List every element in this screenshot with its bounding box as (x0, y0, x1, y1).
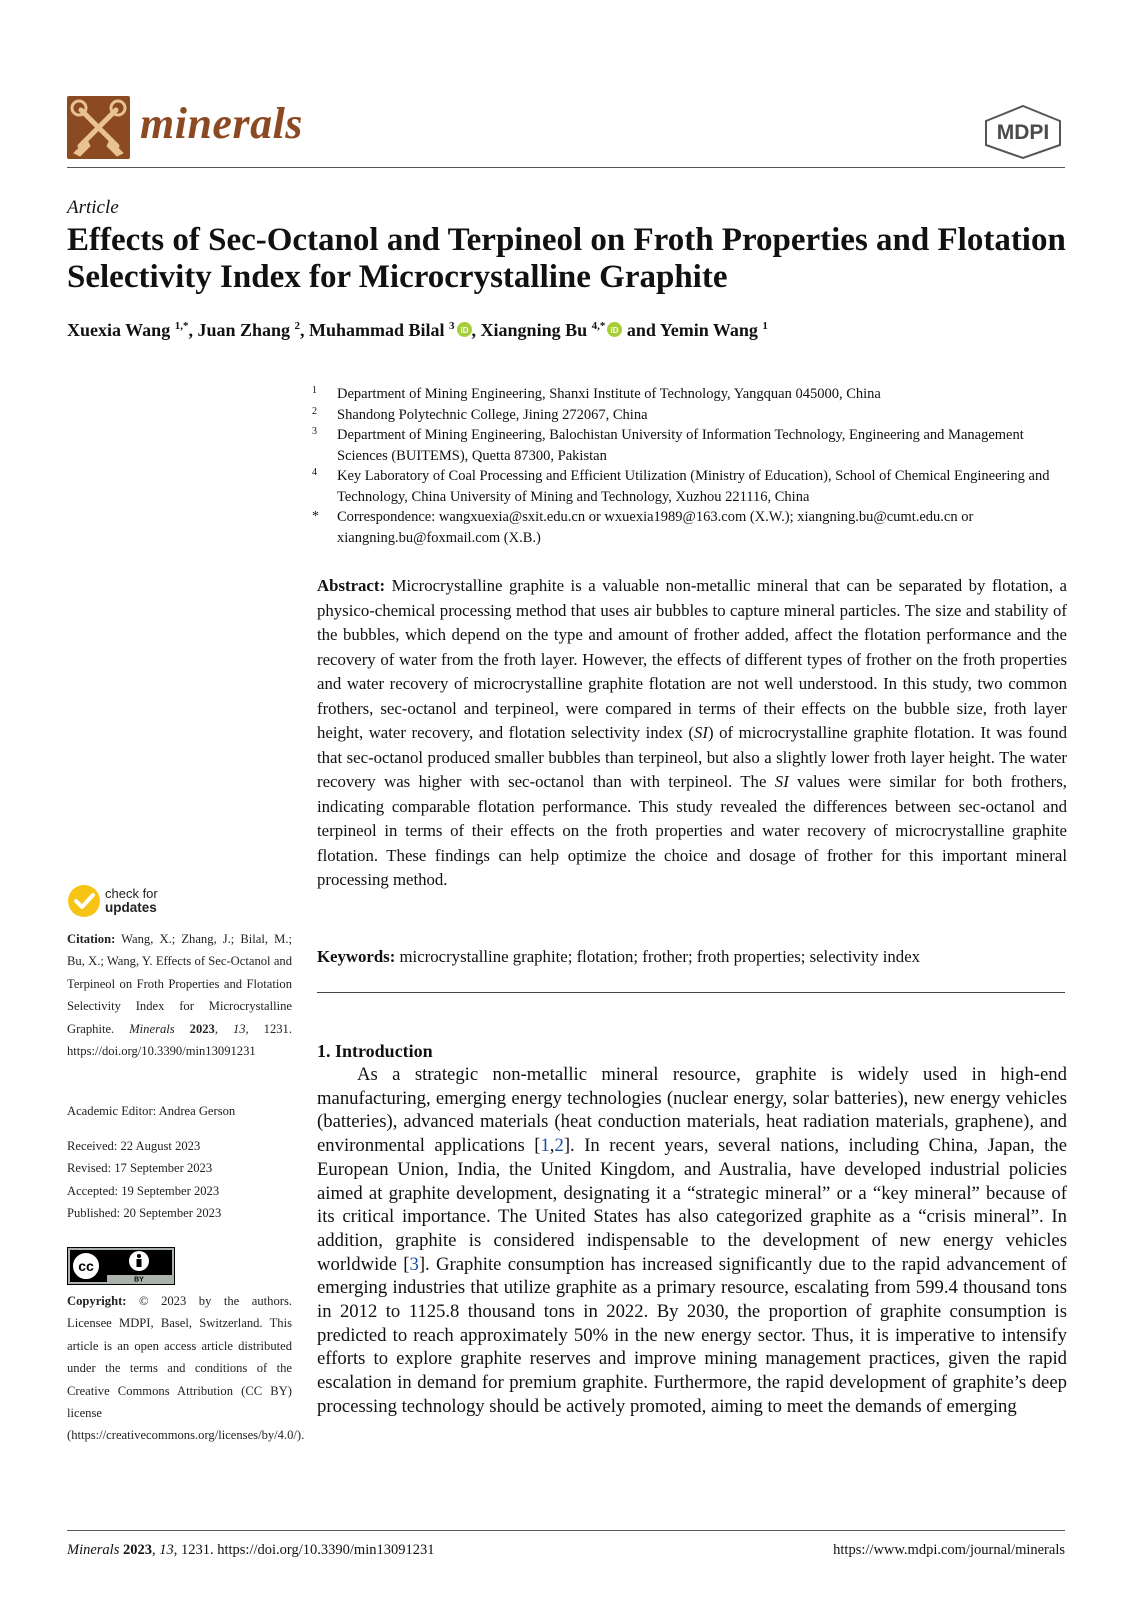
citation-label: Citation: (67, 932, 116, 946)
reference-link[interactable]: 1 (540, 1135, 550, 1157)
citation-volume: 13 (232, 1021, 246, 1036)
mdpi-logo-text: MDPI (996, 121, 1050, 144)
introduction-paragraph (317, 1063, 1067, 1419)
author-affiliation-marker: 4,* (591, 320, 606, 332)
journal-logo-icon (67, 96, 130, 159)
footer-citation: Minerals 2023, 13, 1231. https://doi.org/10.3390/min13091231 (67, 1542, 435, 1558)
keywords (317, 945, 1067, 969)
article-title: Effects of Sec-Octanol and Terpineol on Froth Properties and Flotation Selectivity Index for Microcrystalline Graphite (67, 222, 1066, 295)
affiliation-item (312, 405, 1072, 426)
date-received: Received: 22 August 2023 (67, 1139, 201, 1153)
affiliation-number: 1 (312, 385, 317, 396)
author-separator: , (471, 320, 481, 340)
cc-by-text: BY (134, 1276, 144, 1284)
affiliation-item (312, 384, 1072, 405)
check-icon (67, 884, 101, 918)
footer-doi[interactable]: , 1231. https://doi.org/10.3390/min13091231 (173, 1542, 435, 1558)
author-separator: , (188, 320, 198, 340)
citation-year: 2023 (189, 1021, 215, 1036)
author-affiliation-marker: 1 (762, 320, 768, 332)
publication-dates (67, 1135, 292, 1225)
footer-year: 2023 (122, 1542, 152, 1558)
abstract-text: values were similar for both frothers, indicating comparable flotation performance. This study revealed the differences between sec-octanol and terpineol in terms of their effects on the froth properties and water recovery of microcrystalline graphite flotation. These findings can help optimize the choice and dosage of frother for this important mineral processing method. (317, 772, 1068, 889)
affiliation-number: 3 (312, 426, 317, 437)
orcid-icon[interactable] (607, 322, 622, 337)
author-affiliation-marker: 3 (449, 320, 455, 332)
author-separator: , (300, 320, 310, 340)
date-accepted: Accepted: 19 September 2023 (67, 1183, 220, 1198)
author-name[interactable]: Xuexia Wang (67, 320, 171, 340)
abstract-si: SI (694, 723, 708, 742)
journal-name: minerals (140, 99, 303, 148)
article-type: Article (67, 197, 119, 218)
copyright-text: © 2023 by the authors. Licensee MDPI, Basel, Switzerland. This article is an open access article distributed under the terms and conditions of the Creative Commons Attribution (CC BY) license (https://creativecommons.org/licenses/by/4.0/). (67, 1294, 305, 1443)
affiliations (312, 384, 1072, 548)
copyright-block (67, 1290, 305, 1447)
academic-editor: Academic Editor: Andrea Gerson (67, 1104, 236, 1118)
svg-text:iD: iD (460, 326, 469, 335)
copyright-label: Copyright: (67, 1294, 127, 1308)
author-name[interactable]: Muhammad Bilal (309, 320, 445, 340)
abstract-si: SI (774, 772, 789, 791)
footer-volume: 13 (159, 1542, 174, 1558)
footer-rule (67, 1530, 1065, 1531)
reference-link[interactable]: 2 (554, 1135, 564, 1157)
intro-text: ]. Graphite consumption has increased significantly due to the rapid advancement of emerging industries that utilize graphite as a primary resource, escalating from 599.4 thousand tons in 2012 to 1125.8 thousand tons in 2022. By 2030, the proportion of graphite consumption is predicted to reach approximately 50% in the new energy sector. Thus, it is imperative to intensify efforts to explore graphite reserves and improve mining management practices, given the rapid escalation in demand for premium graphite. Furthermore, the rapid development of graphite’s deep processing technology should be actively promoted, aiming to meet the demands of emerging (317, 1253, 1068, 1417)
author-list (67, 318, 768, 342)
cc-by-license-icon[interactable] (67, 1247, 175, 1285)
author-name[interactable]: Yemin Wang (659, 320, 758, 340)
author-name[interactable]: Xiangning Bu (480, 320, 588, 340)
intro-text: As a strategic non-metallic mineral resource, graphite is widely used in high-end manufacturing, emerging energy technologies (nuclear energy, solar batteries), new energy vehicles (batteries), advanced materials (heat conduction materials, heat radiation materials, graphene), and environmental applications [ (317, 1064, 1067, 1157)
abstract-text: Microcrystalline graphite is a valuable non-metallic mineral that can be separated by flotation, a physico-chemical processing method that uses air bubbles to capture mineral particles. The size and stability of the bubbles, which depend on the type and amount of frother added, affect the flotation performance and the recovery of water from the froth layer. However, the effects of different types of frother on the froth properties and water recovery of microcrystalline graphite flotation are not well understood. In this study, two common frothers, sec-octanol and terpineol, were compared in terms of their effects on the bubble size, froth layer height, water recovery, and flotation selectivity index ( (317, 576, 1067, 742)
affiliation-number: 2 (312, 405, 317, 417)
author-name[interactable]: Juan Zhang (197, 320, 291, 340)
author-separator: and (622, 320, 660, 340)
author-affiliation-marker: 2 (294, 320, 301, 332)
abstract-text: ) of microcrystalline graphite flotation. It was found that sec-octanol produced smaller bubbles than terpineol, but also a slightly lower froth layer height. The water recovery was higher with sec-octanol than with terpineol. The (317, 723, 1067, 791)
orcid-icon[interactable] (457, 322, 472, 337)
author-affiliation-marker: 1,* (174, 320, 189, 332)
footer-journal: Minerals (67, 1542, 120, 1558)
check-line-1: check for (105, 886, 158, 901)
date-published: Published: 20 September 2023 (67, 1206, 222, 1221)
affiliation-item (312, 466, 1072, 507)
check-for-updates-button[interactable] (67, 884, 158, 918)
svg-text:cc: cc (78, 1258, 94, 1274)
section-heading: 1. Introduction (317, 1041, 433, 1061)
affiliation-item (312, 425, 1072, 466)
citation-text: Wang, X.; Zhang, J.; Bilal, M.; Bu, X.; Wang, Y. Effects of Sec-Octanol and Terpineol on Froth Properties and Flotation Selectivity Index for Microcrystalline Graphite. (67, 932, 292, 1036)
abstract-label: Abstract: (317, 576, 386, 595)
svg-text:iD: iD (610, 326, 619, 335)
keywords-label: Keywords: (317, 947, 396, 966)
reference-link[interactable]: 3 (409, 1253, 419, 1275)
mdpi-logo[interactable] (982, 104, 1064, 165)
affiliation-text: Key Laboratory of Coal Processing and Efficient Utilization (Ministry of Education), School of Chemical Engineering and Technology, China University of Mining and Technology, Xuzhou 221116, China (337, 468, 1050, 505)
affiliation-number: 4 (312, 467, 317, 478)
citation-journal: Minerals (129, 1021, 175, 1036)
affiliation-text: Shandong Polytechnic College, Jining 272067, China (337, 406, 648, 423)
citation-block: Citation: Wang, X.; Zhang, J.; Bilal, M.; Bu, X.; Wang, Y. Effects of Sec-Octanol and Terpineol on Froth Properties and Flotation Selectivity Index for Microcrystalline Graphite. Minerals 2023, 13, 1231. https://doi.org/10.3390/min13091231 (67, 932, 292, 1059)
check-for-updates-label (105, 887, 158, 915)
header-rule (67, 167, 1065, 168)
citation-doi[interactable]: , 1231. https://doi.org/10.3390/min13091231 (67, 1021, 292, 1059)
date-revised: Revised: 17 September 2023 (67, 1161, 213, 1176)
intro-text: , (549, 1135, 555, 1157)
affiliation-item (312, 507, 1072, 548)
section-divider (317, 992, 1065, 993)
affiliation-text: Department of Mining Engineering, Shanxi Institute of Technology, Yangquan 045000, China (337, 386, 881, 402)
affiliation-number: * (312, 509, 319, 524)
affiliation-text: Department of Mining Engineering, Balochistan University of Information Technology, Engineering and Management Sciences (BUITEMS), Quetta 87300, Pakistan (337, 427, 1024, 464)
footer-journal-url[interactable]: https://www.mdpi.com/journal/minerals (833, 1542, 1065, 1558)
abstract (317, 574, 1067, 893)
keywords-text: microcrystalline graphite; flotation; frother; froth properties; selectivity index (395, 947, 921, 966)
check-line-2: updates (105, 900, 157, 915)
affiliation-text: Correspondence: wangxuexia@sxit.edu.cn or wxuexia1989@163.com (X.W.); xiangning.bu@cumt.edu.cn or xiangning.bu@foxmail.com (X.B.) (337, 509, 974, 546)
intro-text: ]. In recent years, several nations, including China, Japan, the European Union, India, the United Kingdom, and Australia, have developed industrial policies aimed at graphite development, designating it a “strategic mineral” or a “key mineral” because of its critical importance. The United States has also categorized graphite as a “crisis mineral”. In addition, graphite is considered indispensable to the development of new energy vehicles worldwide [ (317, 1135, 1067, 1275)
